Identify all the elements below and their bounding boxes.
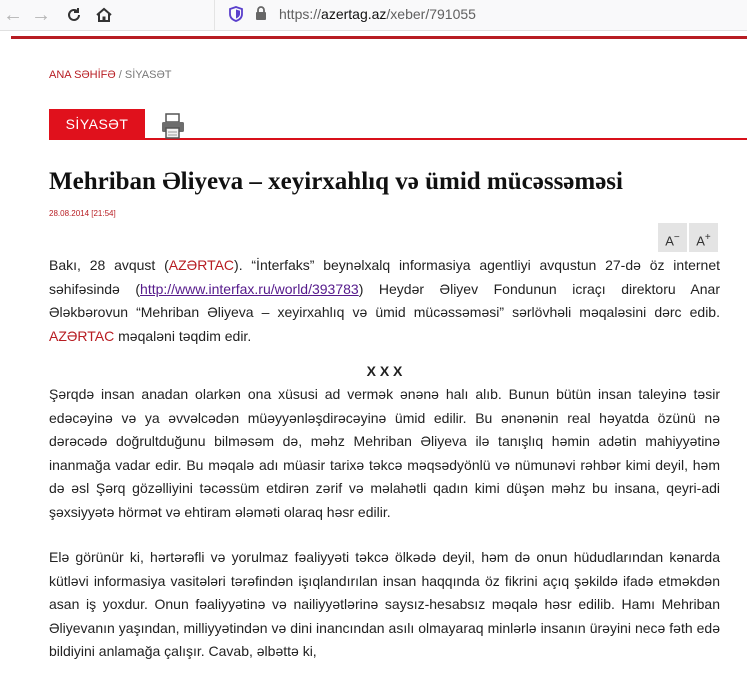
source-link[interactable]: http://www.interfax.ru/world/393783: [140, 280, 359, 297]
article-body: [49, 254, 720, 664]
site-top-bar: [11, 36, 747, 39]
agency-link[interactable]: AZƏRTAC: [168, 257, 235, 273]
url-prefix: https://: [279, 6, 322, 22]
font-decrease-letter: A: [665, 233, 674, 249]
breadcrumb-current: SİYASƏT: [124, 69, 172, 81]
breadcrumb-home-link[interactable]: ANA SƏHİFƏ: [49, 69, 116, 81]
intro-text-3: ) Heydər Əliyev Fondunun icraçı direktoru Anar Ələkbərovun “Mehriban Əliyeva – xeyirxahlıq və ümid mücəssəməsi” sərlövhəli məqaləsini dərc edib.: [49, 280, 720, 320]
browser-toolbar: [0, 0, 747, 31]
reload-icon[interactable]: [63, 4, 85, 26]
font-increase-sign: +: [704, 232, 711, 243]
tracking-shield-icon[interactable]: [229, 6, 243, 27]
back-arrow-icon[interactable]: ←: [3, 4, 23, 26]
intro-text-4: məqaləni təqdim edir.: [114, 327, 252, 344]
home-icon[interactable]: [93, 4, 115, 26]
forward-arrow-icon[interactable]: →: [31, 4, 51, 26]
category-underline: [49, 138, 747, 140]
font-increase-button[interactable]: [689, 223, 718, 252]
url-text[interactable]: [279, 6, 476, 22]
url-path: /xeber/791055: [386, 6, 476, 22]
url-domain: azertag.az: [321, 6, 387, 22]
intro-text-2: ). “İnterfaks” beynəlxalq informasiya agentliyi avqustun 27-də öz internet səhifəsində (: [49, 257, 720, 297]
agency-link-2[interactable]: AZƏRTAC: [49, 327, 115, 344]
article-date: 28.08.2014 [21:54]: [49, 209, 116, 218]
intro-text-1: Bakı, 28 avqust (: [49, 257, 169, 273]
font-increase-letter: A: [696, 233, 705, 249]
category-tab[interactable]: SİYASƏT: [49, 109, 145, 140]
printer-icon[interactable]: [160, 113, 186, 144]
font-decrease-sign: −: [673, 232, 680, 243]
lock-icon[interactable]: [255, 6, 267, 26]
breadcrumb-separator: /: [115, 69, 125, 81]
article-paragraph: Şərqdə insan anadan olarkən ona xüsusi ad vermək ənənə halı alıb. Bunun bütün insan taleyinə təsir edəcəyinə və ya əvvəlcədən müəyyənləşdirəcəyinə ümid edilir. Bu ənənənin real həyatda özünü nə dərəcədə doğrultduğunu bilməsəm də, məhz Mehriban Əliyeva ilə tanışlıq həmin adətin mahiyyətinə inanmağa vadar edir. Bu məqalə adı müasir tarixə təkcə məqsədyönlü və nümunəvi rəhbər kimi deyil, həm də əsl Şərq gözəlliyini təcəssüm etdirən zərif və məlahətli qadın kimi düşən məhz bu insana, qeyri-adi şəxsiyyətə hörmət və ehtiram ələməti olaraq həsr edilir.: [49, 386, 720, 520]
article-title: Mehriban Əliyeva – xeyirxahlıq və ümid mücəssəməsi: [49, 168, 623, 195]
url-bar[interactable]: [214, 0, 747, 30]
section-separator: X X X: [366, 363, 403, 379]
article-paragraph: Elə görünür ki, hərtərəfli və yorulmaz fəaliyyəti təkcə ölkədə deyil, həm də onun hüdudlarından kənarda kütləvi informasiya vasitələri tərəfindən işıqlandırılan insan haqqında öz fikrini açıq şəkildə ifadə etməkdən asan iş yoxdur. Onun fəaliyyətinə və nailiyyətlərinə saysız-hesabsız məqalə həsr edilib. Hamı Mehriban Əliyevanın yaşından, milliyyətindən və dini inancından asılı olmayaraq minlərlə insanın ürəyini necə fəth edə bildiyini anlamağa çalışır. Cavab, əlbəttə ki,: [49, 549, 720, 659]
article-intro: [49, 254, 720, 348]
breadcrumb: [49, 69, 171, 81]
font-decrease-button[interactable]: [658, 223, 687, 252]
